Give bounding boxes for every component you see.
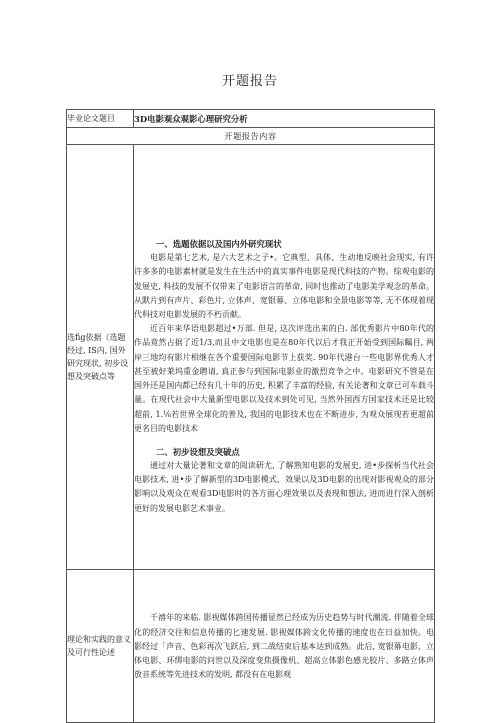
section2-paragraph: 通过对大量论著和文章的阅读研尤, 了解熟知电影的发展史, 进•步探析当代社会电影技术, 进•步了解新型的3D电影模式、效果以及3D电影的出现对影视观众的部分影响以及观众在观看3D电影时的各方面心理效果以及表现和想法, 进而进行深入剖析更好的发展电影艺术事业。	[134, 460, 434, 513]
topic-row	[67, 110, 435, 128]
basis-row	[67, 145, 435, 570]
significance-label: 理论和实践的意义及可行性论述	[67, 570, 134, 723]
report-table	[66, 109, 435, 723]
significance-content	[134, 570, 435, 723]
significance-paragraph: 千禧年的来临. 影视媒体跨国传播显然已经成为历史趋势与时代潮流. 伴随着全球化的经济交往和信息传播的匕速发展. 影视媒体跨文化传播的速度也在日益加快。电影经过「声音、色彩再次飞跃后, 到二战结束后基本达到成熟。此后, 宽银幕电影、立体电影、环绑电影的问世以及深度变焦摄像机、超高立体影色感光胶片、多路立体声放音系统等先进技术的发明, 都没有在电影观	[134, 613, 434, 680]
document-title: 开题报告	[221, 74, 278, 89]
subheader-row	[67, 128, 435, 145]
significance-row	[67, 570, 435, 723]
section2-heading: 二、初步设想及突破点	[156, 446, 240, 457]
section1-paragraph: 电影是第七艺术, 是六大艺术之子•。它典型、具体、生动地反映社会现实, 有许许多多的电影素材就是发生在生活中的真实事件电影是现代科技的产物。综观电影的发展史, 科技的发展不仅带来了电影语言的革命, 同时也推动了电影美学观念的革命。从默片到有声片、彩色片, 立体声、宽银幕、立体电影和全景电影等等, 无不体现着现代科技对电影发展的不朽贡献。	[134, 253, 434, 320]
basis-label: 选fig依据（选题经过, IS内, 国外研究现状, 初步设想及突破点等	[67, 145, 134, 570]
topic-value: 3D电影观众观影心理研究分析	[134, 110, 435, 128]
section1-heading: 一、选题依据以及国内外研究现状	[156, 239, 282, 250]
basis-content	[134, 145, 435, 570]
topic-label: 毕业论文题目	[67, 110, 134, 128]
report-content-header: 开题报告内容	[67, 128, 435, 145]
section1-paragraph: 近百年来华语电影超过•万部. 但是, 这次评选出来的白. 部优秀影片中80年代的作品竟然占据了近1/3,而且中文电影也是在80年代以后才我正开始受到国际瞩目, 两岸三地均有影片相继在各个重要国际电影节上获奖. 90年代港台一些电影界优秀人才甚至被好莱坞重金聘请, 真正参与到国际电影业的激烈竞争之中。电影研究不管是在国外还是国内都已经有几十年的历史, 积累了丰富的经验, 有关论著和文章已可车载斗量。在现代社会中大量新型电影以及技术到处可见, 当然外国西方国家技术还是比较超前, 1.⅛若世界全球化的普及, 我国的电影技术也在不断进步, 为观众展现若更超前更名目的电影技术	[134, 324, 434, 433]
